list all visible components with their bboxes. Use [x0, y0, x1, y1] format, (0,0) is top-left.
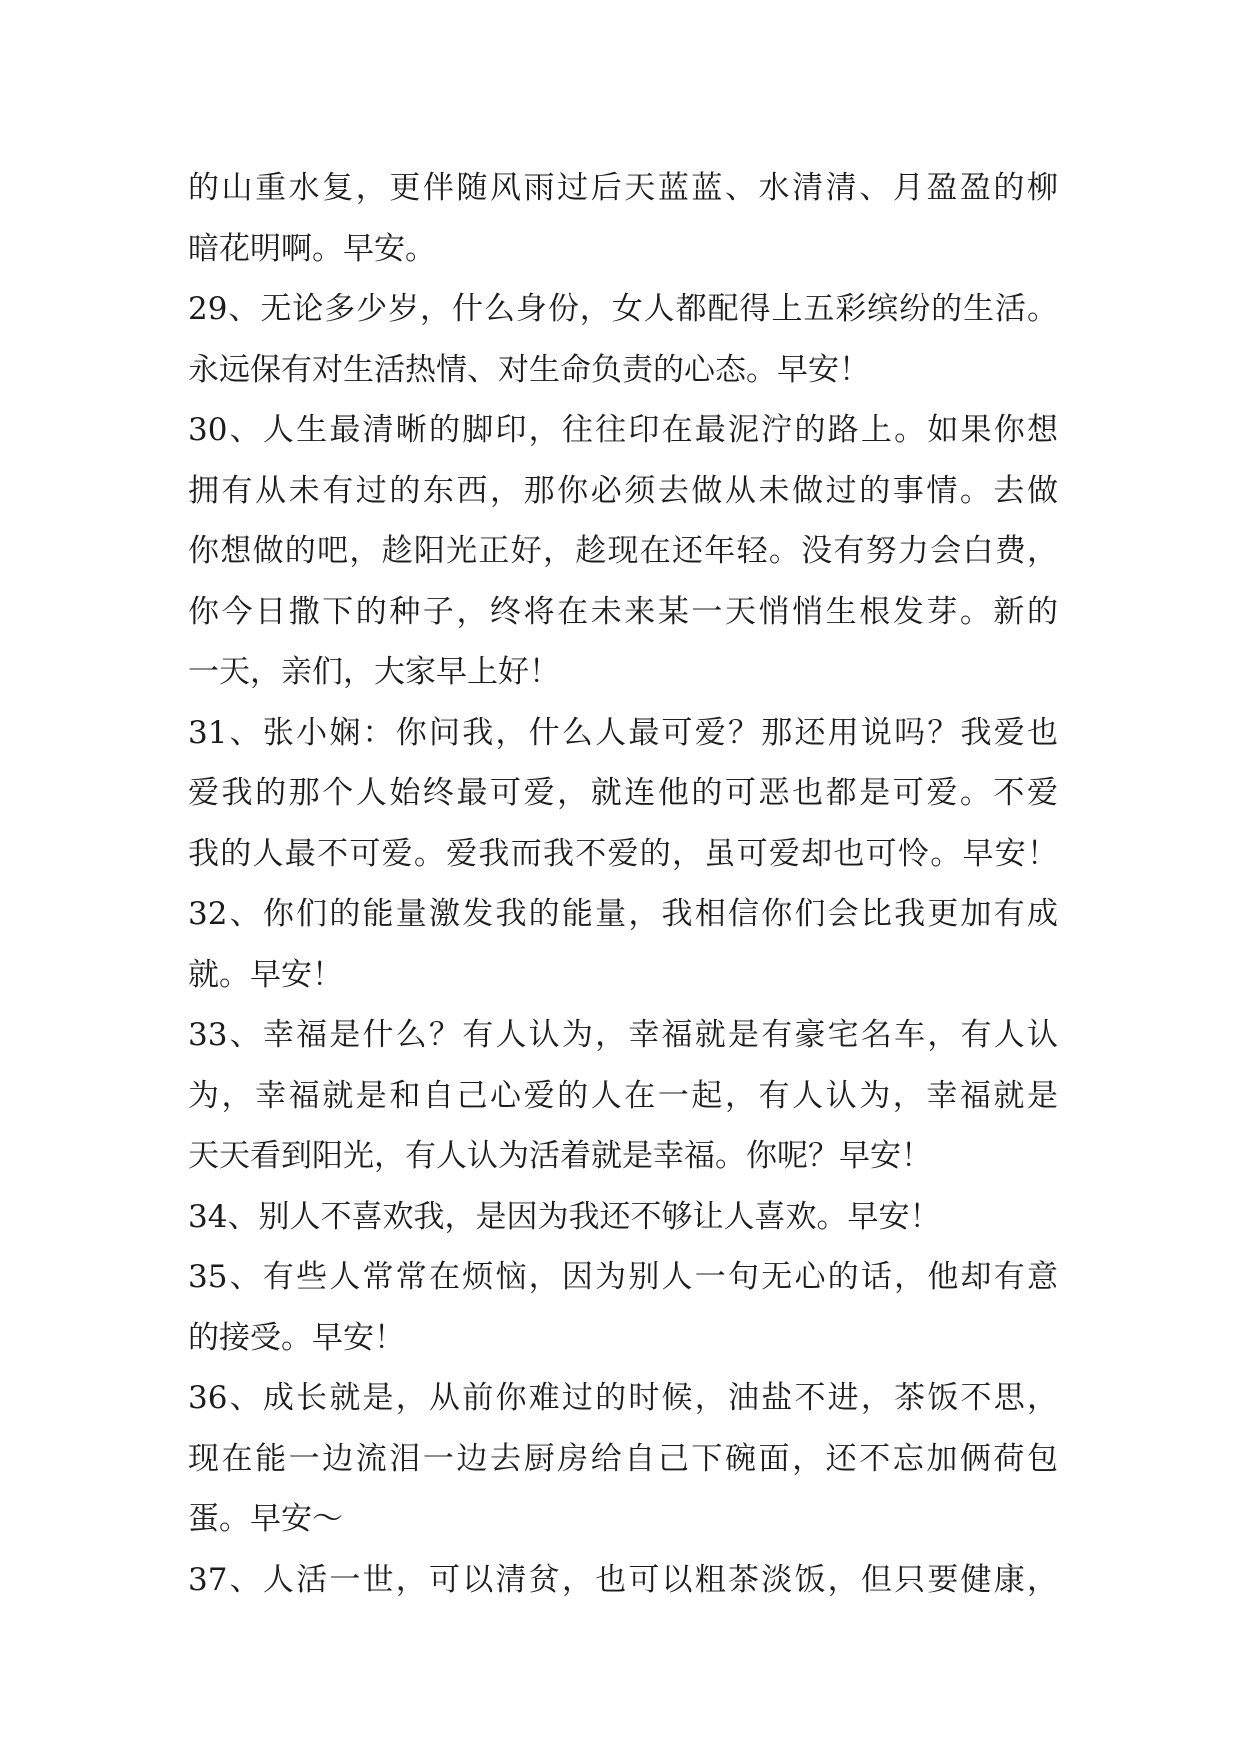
text-line: 你今日撒下的种子，终将在未来某一天悄悄生根发芽。新的 [188, 593, 1058, 630]
text-line: 蛋。早安～ [188, 1501, 343, 1537]
text-line: 33、幸福是什么？有人认为，幸福就是有豪宅名车，有人认 [188, 1017, 1058, 1053]
text-line: 现在能一边流泪一边去厨房给自己下碗面，还不忘加俩荷包 [188, 1440, 1058, 1477]
text-line: 你想做的吧，趁阳光正好，趁现在还年轻。没有努力会白费， [188, 533, 1058, 569]
text-line: 永远保有对生活热情、对生命负责的心态。早安！ [188, 351, 870, 388]
text-line: 一天，亲们，大家早上好！ [188, 654, 560, 690]
text-line: 36、成长就是，从前你难过的时候，油盐不进，茶饭不思， [188, 1380, 1058, 1416]
text-line: 就。早安！ [188, 956, 343, 993]
document-body [188, 158, 1058, 1610]
text-line: 为，幸福就是和自己心爱的人在一起，有人认为，幸福就是 [188, 1077, 1058, 1114]
text-line: 暗花明啊。早安。 [188, 230, 436, 267]
text-line: 的接受。早安！ [188, 1319, 405, 1356]
text-line: 爱我的那个人始终最可爱，就连他的可恶也都是可爱。不爱 [188, 775, 1058, 811]
text-line: 35、有些人常常在烦恼，因为别人一句无心的话，他却有意 [188, 1259, 1058, 1295]
text-line: 32、你们的能量激发我的能量，我相信你们会比我更加有成 [188, 896, 1058, 932]
text-line: 的山重水复，更伴随风雨过后天蓝蓝、水清清、月盈盈的柳 [188, 170, 1058, 206]
text-line: 我的人最不可爱。爱我而我不爱的，虽可爱却也可怜。早安！ [188, 835, 1058, 872]
text-line: 天天看到阳光，有人认为活着就是幸福。你呢？早安！ [188, 1138, 932, 1174]
text-line: 31、张小娴：你问我，什么人最可爱？那还用说吗？我爱也 [188, 714, 1058, 751]
text-line: 拥有从未有过的东西，那你必须去做从未做过的事情。去做 [188, 472, 1058, 509]
text-line: 29、无论多少岁，什么身份，女人都配得上五彩缤纷的生活。 [188, 291, 1058, 327]
text-line: 37、人活一世，可以清贫，也可以粗茶淡饭，但只要健康， [188, 1561, 1058, 1598]
text-line: 30、人生最清晰的脚印，往往印在最泥泞的路上。如果你想 [188, 412, 1058, 448]
text-line: 34、别人不喜欢我，是因为我还不够让人喜欢。早安！ [188, 1198, 941, 1235]
